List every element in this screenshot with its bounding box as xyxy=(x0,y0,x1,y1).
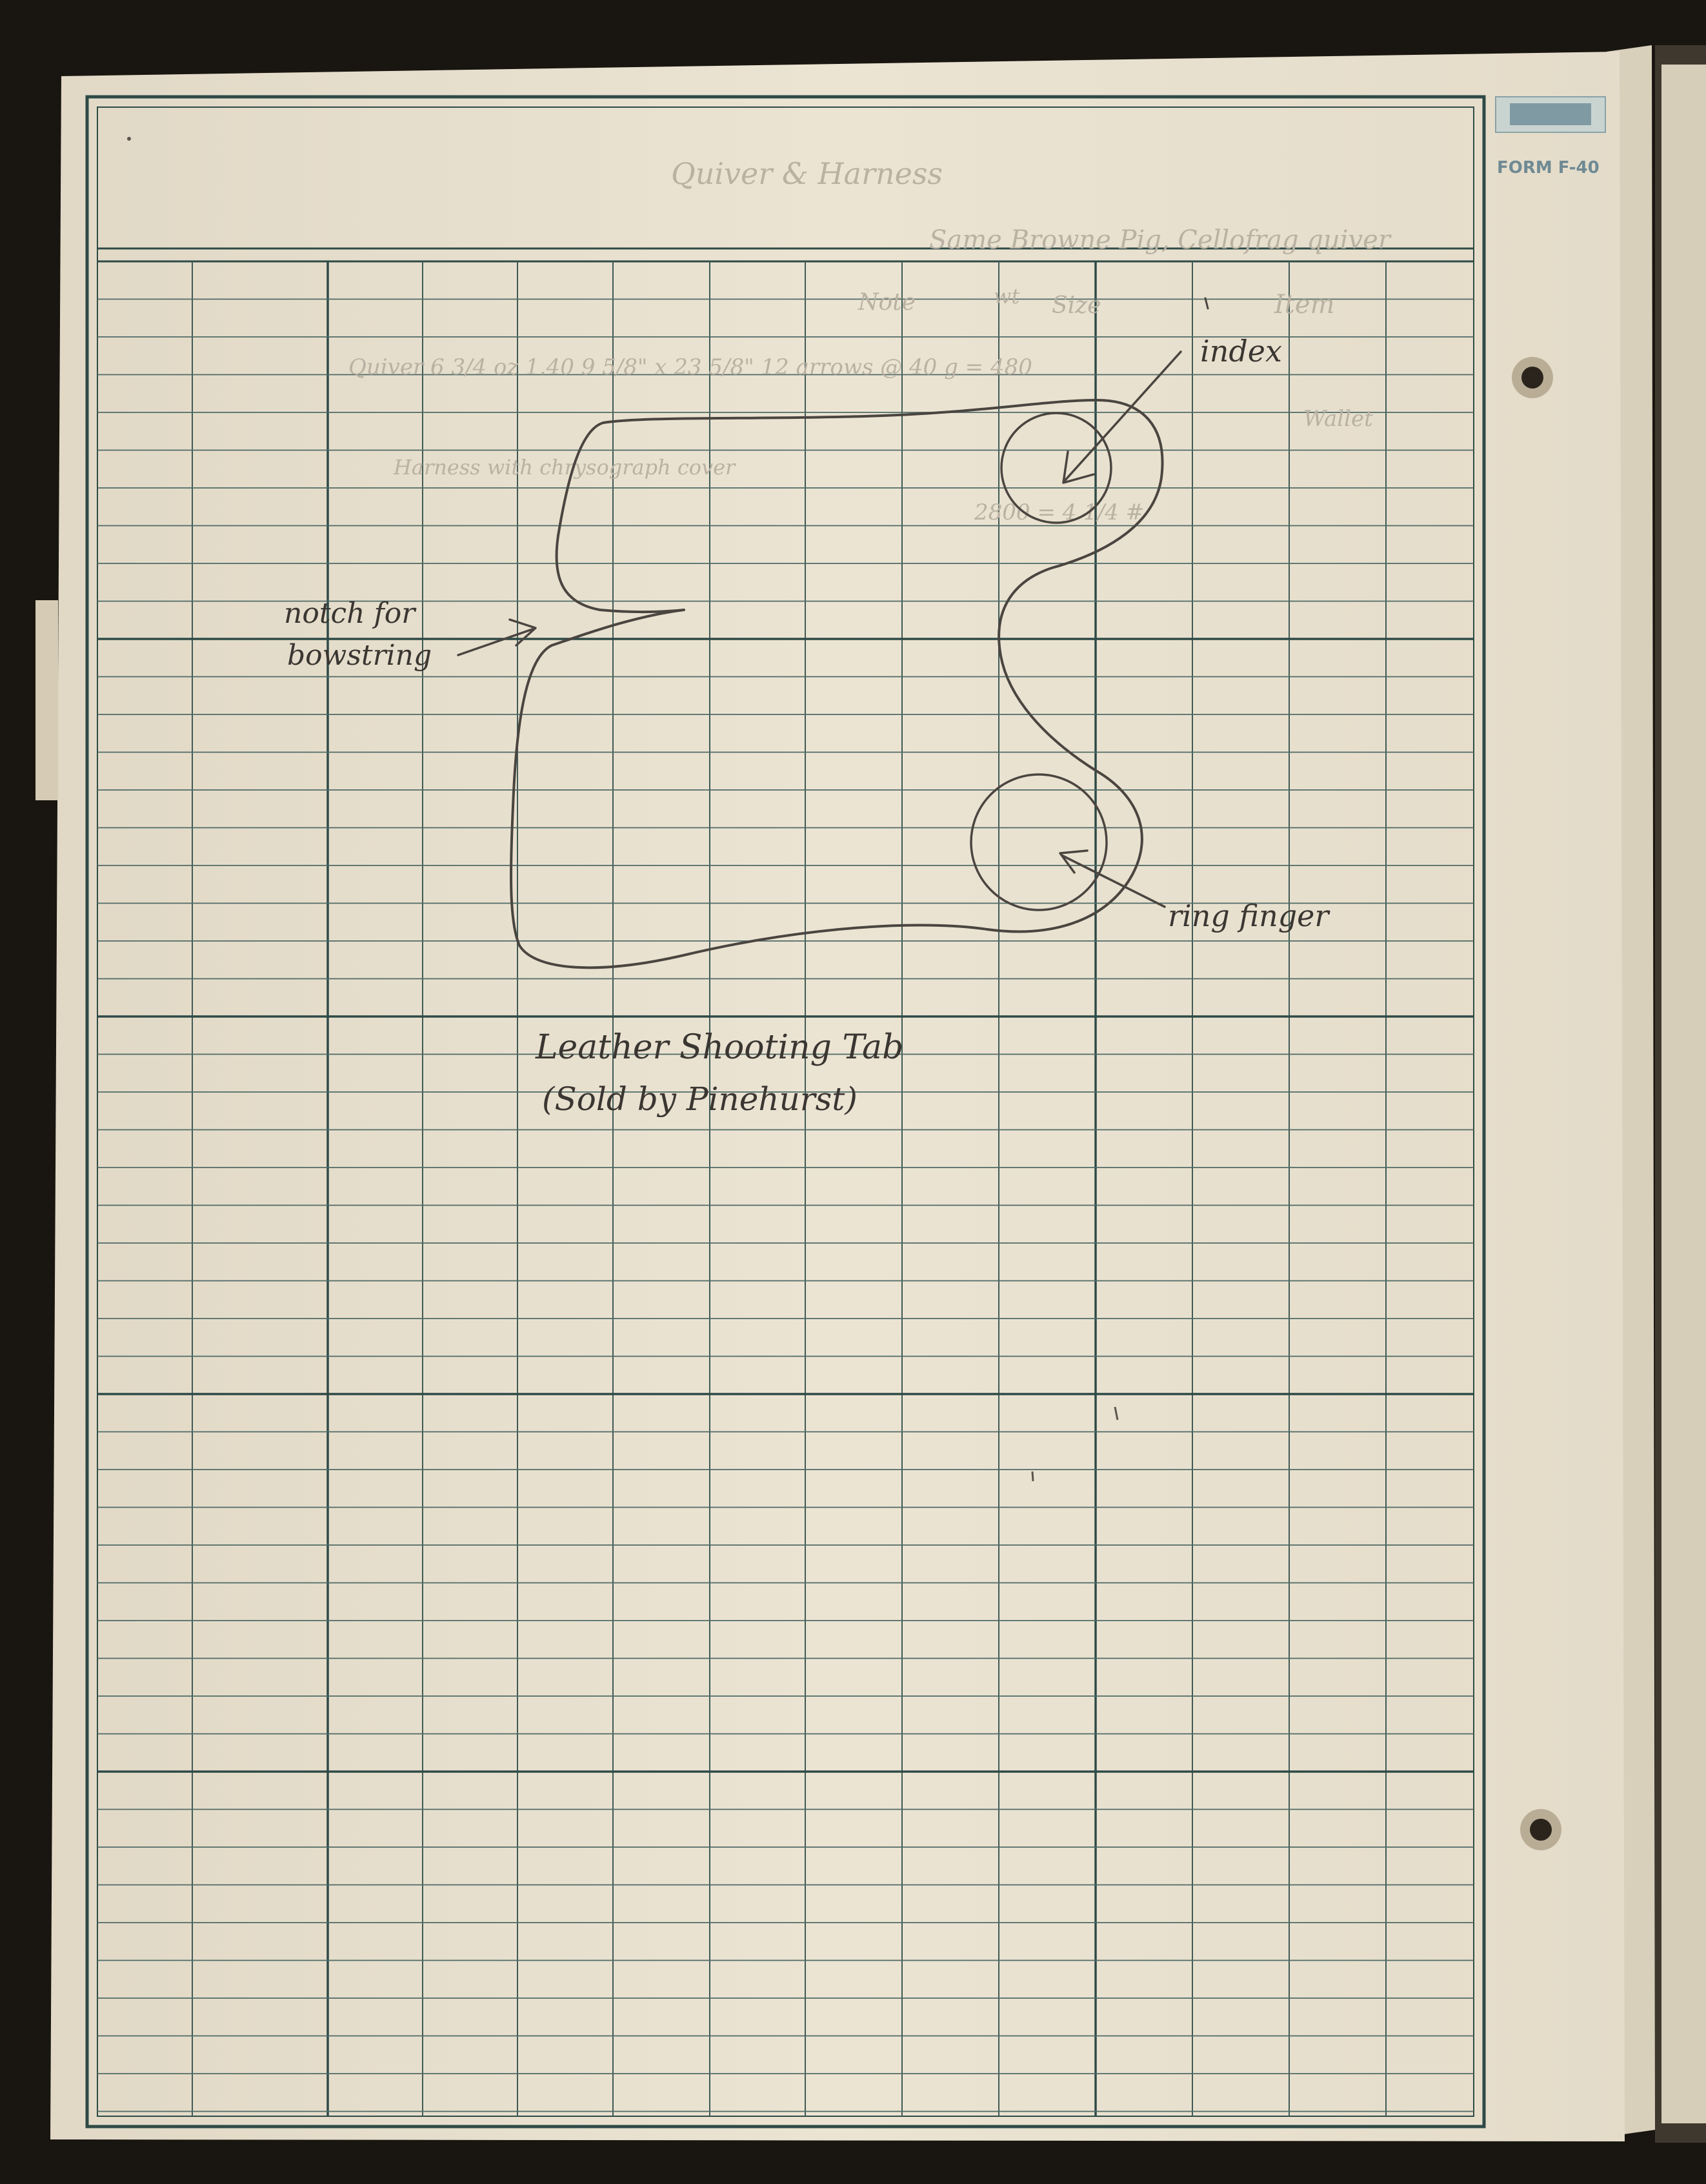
caption-line-1: Leather Shooting Tab xyxy=(536,1028,904,1067)
annotation-notch-line1: notch for xyxy=(284,597,416,630)
punch-hole-top xyxy=(1512,357,1553,398)
annotation-index: index xyxy=(1200,334,1282,369)
ghost-col-head-item: Item xyxy=(1274,290,1335,319)
ghost-row-4: 2800 = 4 1/4 # xyxy=(974,500,1145,525)
next-page-edge xyxy=(1661,65,1706,2123)
ghost-col-head-note: Note xyxy=(858,289,916,316)
annotation-ring-finger: ring finger xyxy=(1168,898,1329,933)
annotation-notch-line2: bowstring xyxy=(287,639,432,672)
ghost-subtitle: Same Browne Pig, Cellofrag quiver xyxy=(929,225,1390,255)
ghost-col-head-size: Size xyxy=(1052,292,1101,319)
left-tab-strip xyxy=(35,600,58,800)
ghost-row-2: Wallet xyxy=(1303,406,1373,432)
ghost-col-head-wt: wt xyxy=(994,284,1020,308)
caption-line-2: (Sold by Pinehurst) xyxy=(542,1080,858,1118)
form-stamp-label: FORM F-40 xyxy=(1497,158,1600,177)
ghost-title: Quiver & Harness xyxy=(671,156,943,191)
ghost-row-1: Quiver 6 3/4 oz 1.40 9 5/8" x 23 5/8" 12 arrows @ 40 g = 480 xyxy=(348,354,1032,380)
ghost-row-3: Harness with chrysograph cover xyxy=(394,455,736,480)
punch-hole-bottom xyxy=(1520,1809,1561,1850)
